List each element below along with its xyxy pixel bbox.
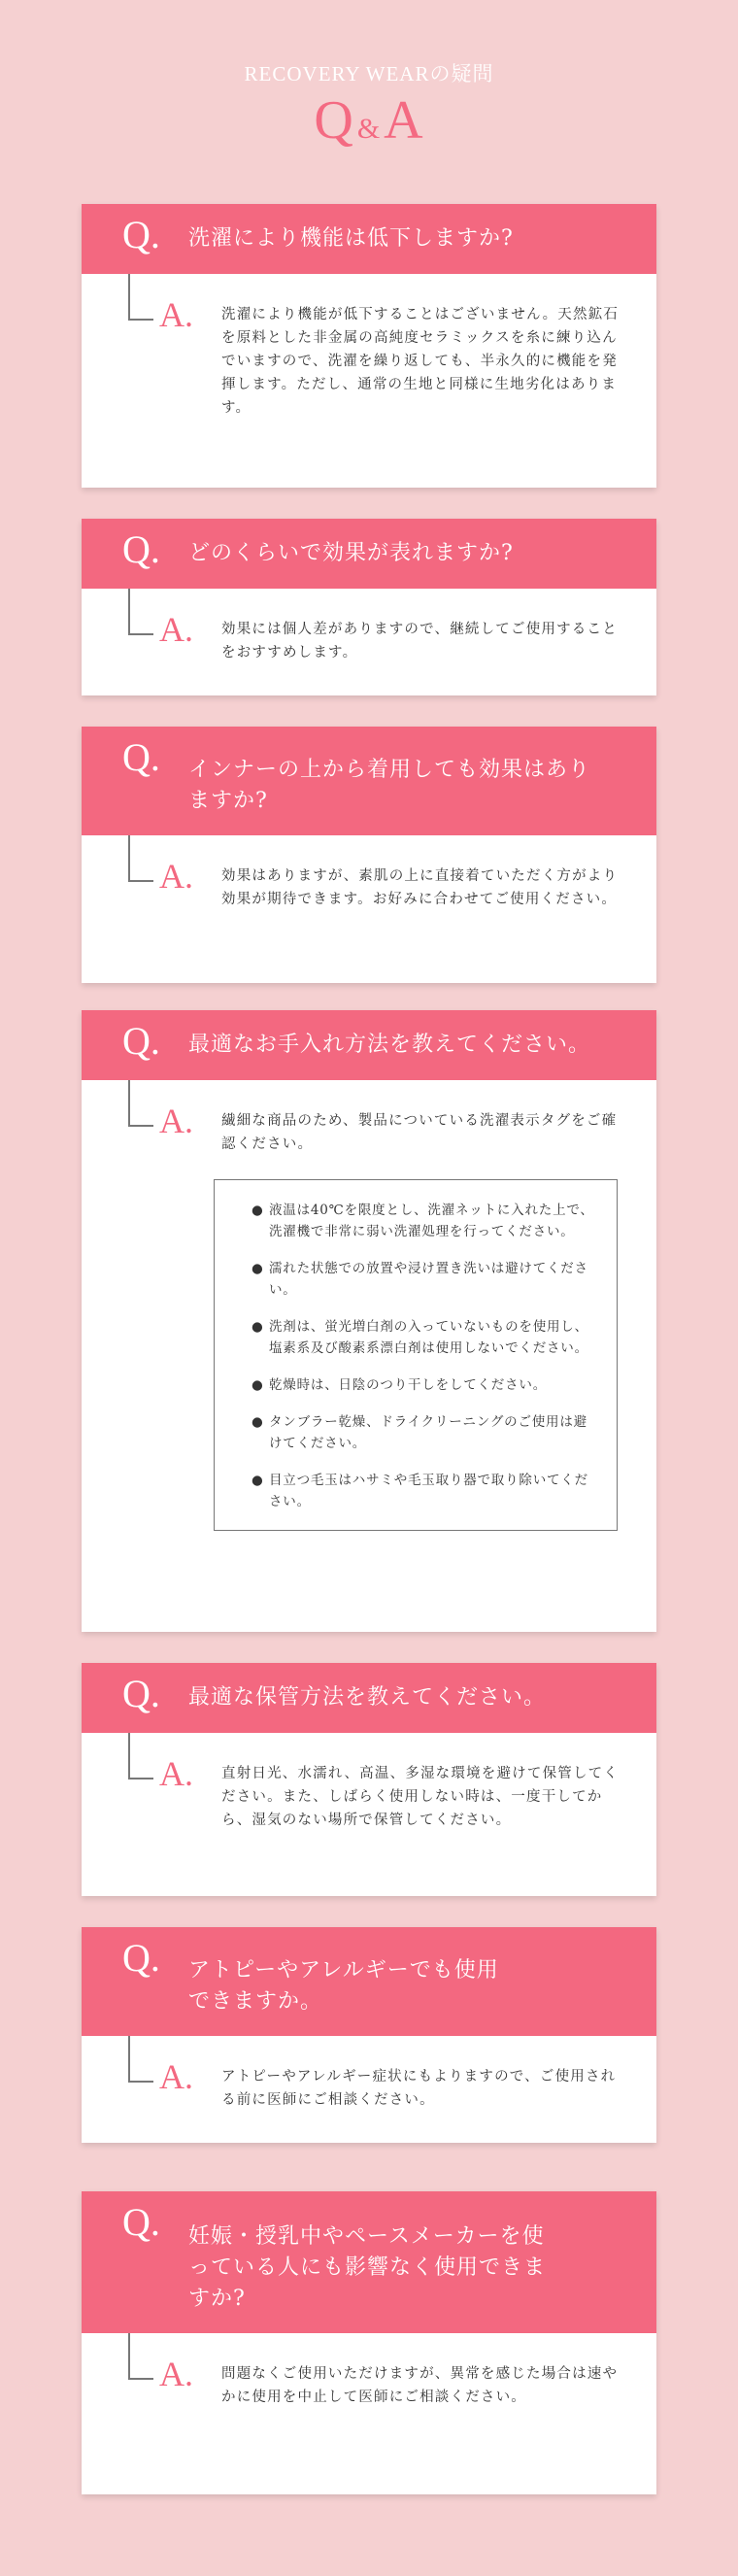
care-item <box>252 1316 595 1359</box>
faq-card <box>82 204 656 488</box>
question-mark: Q. <box>122 1019 160 1063</box>
bullet-icon: ● <box>252 1261 264 1276</box>
care-item-text: 乾燥時は、日陰のつり干しをしてください。 <box>269 1377 547 1393</box>
question-text: 洗濯により機能は低下しますか? <box>188 226 514 251</box>
question-text: どのくらいで効果が表れますか? <box>188 541 514 565</box>
question-mark: Q. <box>122 735 160 779</box>
title-a: A <box>384 90 424 151</box>
answer-body <box>82 1733 656 1832</box>
bullet-icon: ● <box>252 1414 264 1430</box>
answer-connector-line <box>128 835 153 882</box>
answer-body <box>82 1080 656 1531</box>
question-bar <box>82 2191 656 2333</box>
question-text: 最適な保管方法を教えてください。 <box>188 1685 547 1710</box>
question-bar <box>82 519 656 589</box>
answer-text: 繊細な商品のため、製品についている洗濯表示タグをご確認ください。 <box>221 1113 618 1152</box>
faq-card <box>82 1927 656 2143</box>
answer-mark: A. <box>159 295 193 334</box>
question-mark: Q. <box>122 213 160 256</box>
care-item-text: 洗剤は、蛍光増白剤の入っていないものを使用し、塩素系及び酸素系漂白剤は使用しないでください。 <box>269 1319 588 1356</box>
title-q: Q <box>314 90 354 151</box>
answer-mark: A. <box>159 610 193 649</box>
page-subtitle: RECOVERY WEARの疑問 <box>244 62 494 85</box>
answer-body <box>82 2036 656 2112</box>
answer-body <box>82 589 656 664</box>
faq-card <box>82 1010 656 1632</box>
care-item-text: 濡れた状態での放置や浸け置き洗いは避けてください。 <box>269 1261 588 1298</box>
question-bar <box>82 204 656 274</box>
question-mark: Q. <box>122 527 160 571</box>
question-mark: Q. <box>122 1672 160 1715</box>
care-item <box>252 1200 595 1242</box>
hero-header <box>0 0 738 151</box>
answer-connector-line <box>128 274 153 321</box>
care-item <box>252 1374 595 1396</box>
title-amp: & <box>356 113 382 145</box>
answer-connector-line <box>128 1080 153 1127</box>
answer-text: 効果には個人差がありますので、継続してご使用することをおすすめします。 <box>221 622 618 661</box>
faq-card <box>82 519 656 695</box>
faq-card <box>82 727 656 983</box>
answer-mark: A. <box>159 2057 193 2096</box>
answer-text: アトピーやアレルギー症状にもよりますので、ご使用される前に医師にご相談ください。 <box>221 2069 617 2108</box>
answer-mark: A. <box>159 1102 193 1140</box>
care-item-text: タンブラー乾燥、ドライクリーニングのご使用は避けてください。 <box>269 1414 587 1451</box>
answer-text: 直射日光、水濡れ、高温、多湿な環境を避けて保管してください。また、しばらく使用しない時は、一度干してから、湿気のない場所で保管してください。 <box>221 1766 620 1828</box>
question-bar <box>82 1927 656 2036</box>
care-item-text: 液温は40℃を限度とし、洗濯ネットに入れた上で、洗濯機で非常に弱い洗濯処理を行ってください。 <box>269 1203 594 1239</box>
question-text: 妊娠・授乳中やペースメーカーを使っている人にも影響なく使用できますか? <box>188 2224 547 2311</box>
question-bar <box>82 727 656 835</box>
answer-connector-line <box>128 589 153 635</box>
care-item <box>252 1258 595 1301</box>
answer-mark: A. <box>159 2355 193 2393</box>
care-item-text: 目立つ毛玉はハサミや毛玉取り器で取り除いてください。 <box>269 1473 588 1509</box>
answer-mark: A. <box>159 1754 193 1793</box>
faq-card <box>82 1663 656 1896</box>
answer-body <box>82 2333 656 2409</box>
care-item <box>252 1470 595 1512</box>
page-title <box>0 90 738 156</box>
bullet-icon: ● <box>252 1473 264 1488</box>
answer-connector-line <box>128 2036 153 2083</box>
bullet-icon: ● <box>252 1203 264 1218</box>
question-text: 最適なお手入れ方法を教えてください。 <box>188 1033 591 1057</box>
faq-card <box>82 2191 656 2494</box>
care-instructions-box <box>214 1179 618 1531</box>
question-text: インナーの上から着用しても効果はありますか? <box>188 758 591 813</box>
question-text: アトピーやアレルギーでも使用できますか。 <box>188 1958 499 2014</box>
answer-text: 問題なくご使用いただけますが、異常を感じた場合は速やかに使用を中止して医師にご相談ください。 <box>221 2366 619 2405</box>
answer-connector-line <box>128 2333 153 2380</box>
answer-body <box>82 835 656 911</box>
answer-connector-line <box>128 1733 153 1779</box>
answer-mark: A. <box>159 857 193 896</box>
care-item <box>252 1411 595 1454</box>
answer-body <box>82 274 656 420</box>
question-mark: Q. <box>122 1936 160 1980</box>
answer-text: 効果はありますが、素肌の上に直接着ていただく方がより効果が期待できます。お好みに合わせてご使用ください。 <box>221 868 619 907</box>
answer-text: 洗濯により機能が低下することはございません。天然鉱石を原料とした非金属の高純度セラミックスを糸に練り込んでいますので、洗濯を繰り返しても、半永久的に機能を発揮します。ただし、通常の生地と同様に生地劣化はあります。 <box>221 307 620 416</box>
question-mark: Q. <box>122 2200 160 2244</box>
bullet-icon: ● <box>252 1319 264 1335</box>
bullet-icon: ● <box>252 1377 264 1393</box>
question-bar <box>82 1010 656 1080</box>
question-bar <box>82 1663 656 1733</box>
